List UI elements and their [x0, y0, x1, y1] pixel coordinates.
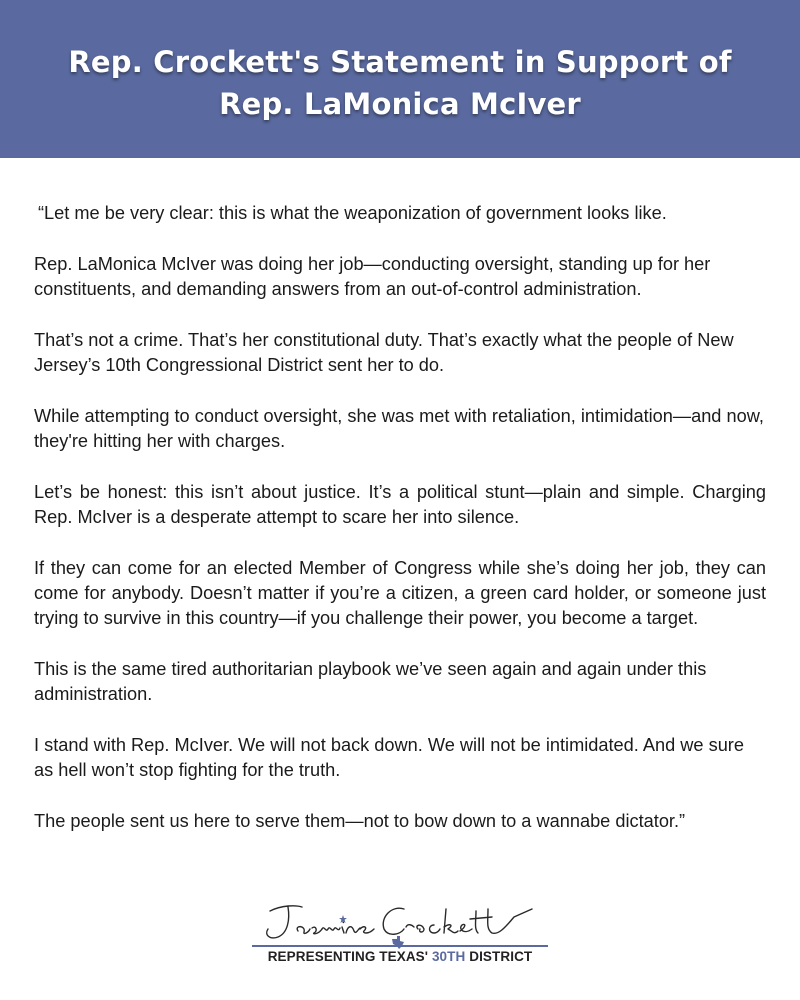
title-line-2: Rep. LaMonica McIver	[219, 87, 581, 121]
statement-paragraph-2: Rep. LaMonica McIver was doing her job—conducting oversight, standing up for her constituents, and demanding answers from an out-of-control administration.	[34, 254, 711, 299]
statement-paragraph-3: That’s not a crime. That’s her constitutional duty. That’s exactly what the people of New Jersey’s 10th Congressional District sent her to do.	[34, 330, 734, 375]
statement-paragraph-9: The people sent us here to serve them—not to bow down to a wannabe dictator.”	[34, 811, 686, 831]
signature-caption	[252, 949, 548, 964]
page-title	[68, 33, 731, 125]
header-banner	[0, 0, 800, 158]
caption-part-2: DISTRICT	[465, 949, 533, 964]
statement-paragraph-4: While attempting to conduct oversight, she was met with retaliation, intimidation—and now, they're hitting her with charges.	[34, 406, 764, 451]
statement-paragraph-6: If they can come for an elected Member of Congress while she’s doing her job, they can come for anybody. Doesn’t matter if you’re a citizen, a green card holder, or someone just trying to survive in this country—if you challenge their power, you become a target.	[34, 558, 766, 628]
statement-paragraph-8: I stand with Rep. McIver. We will not back down. We will not be intimidated. And we sure as hell won’t stop fighting for the truth.	[34, 735, 744, 780]
statement-paragraph-1: “Let me be very clear: this is what the weaponization of government looks like.	[38, 203, 667, 223]
caption-accent: 30TH	[431, 949, 466, 964]
statement-paragraph-7: This is the same tired authoritarian playbook we’ve seen again and again under this administration.	[34, 659, 707, 704]
statement-body	[34, 201, 766, 860]
signature-block	[252, 895, 548, 975]
caption-part-1: REPRESENTING TEXAS'	[267, 949, 432, 964]
title-line-1: Rep. Crockett's Statement in Support of	[68, 45, 732, 79]
statement-paragraph-5: Let’s be honest: this isn’t about justice. It’s a political stunt—plain and simple. Charging Rep. McIver is a desperate attempt to scare her into silence.	[34, 482, 766, 527]
